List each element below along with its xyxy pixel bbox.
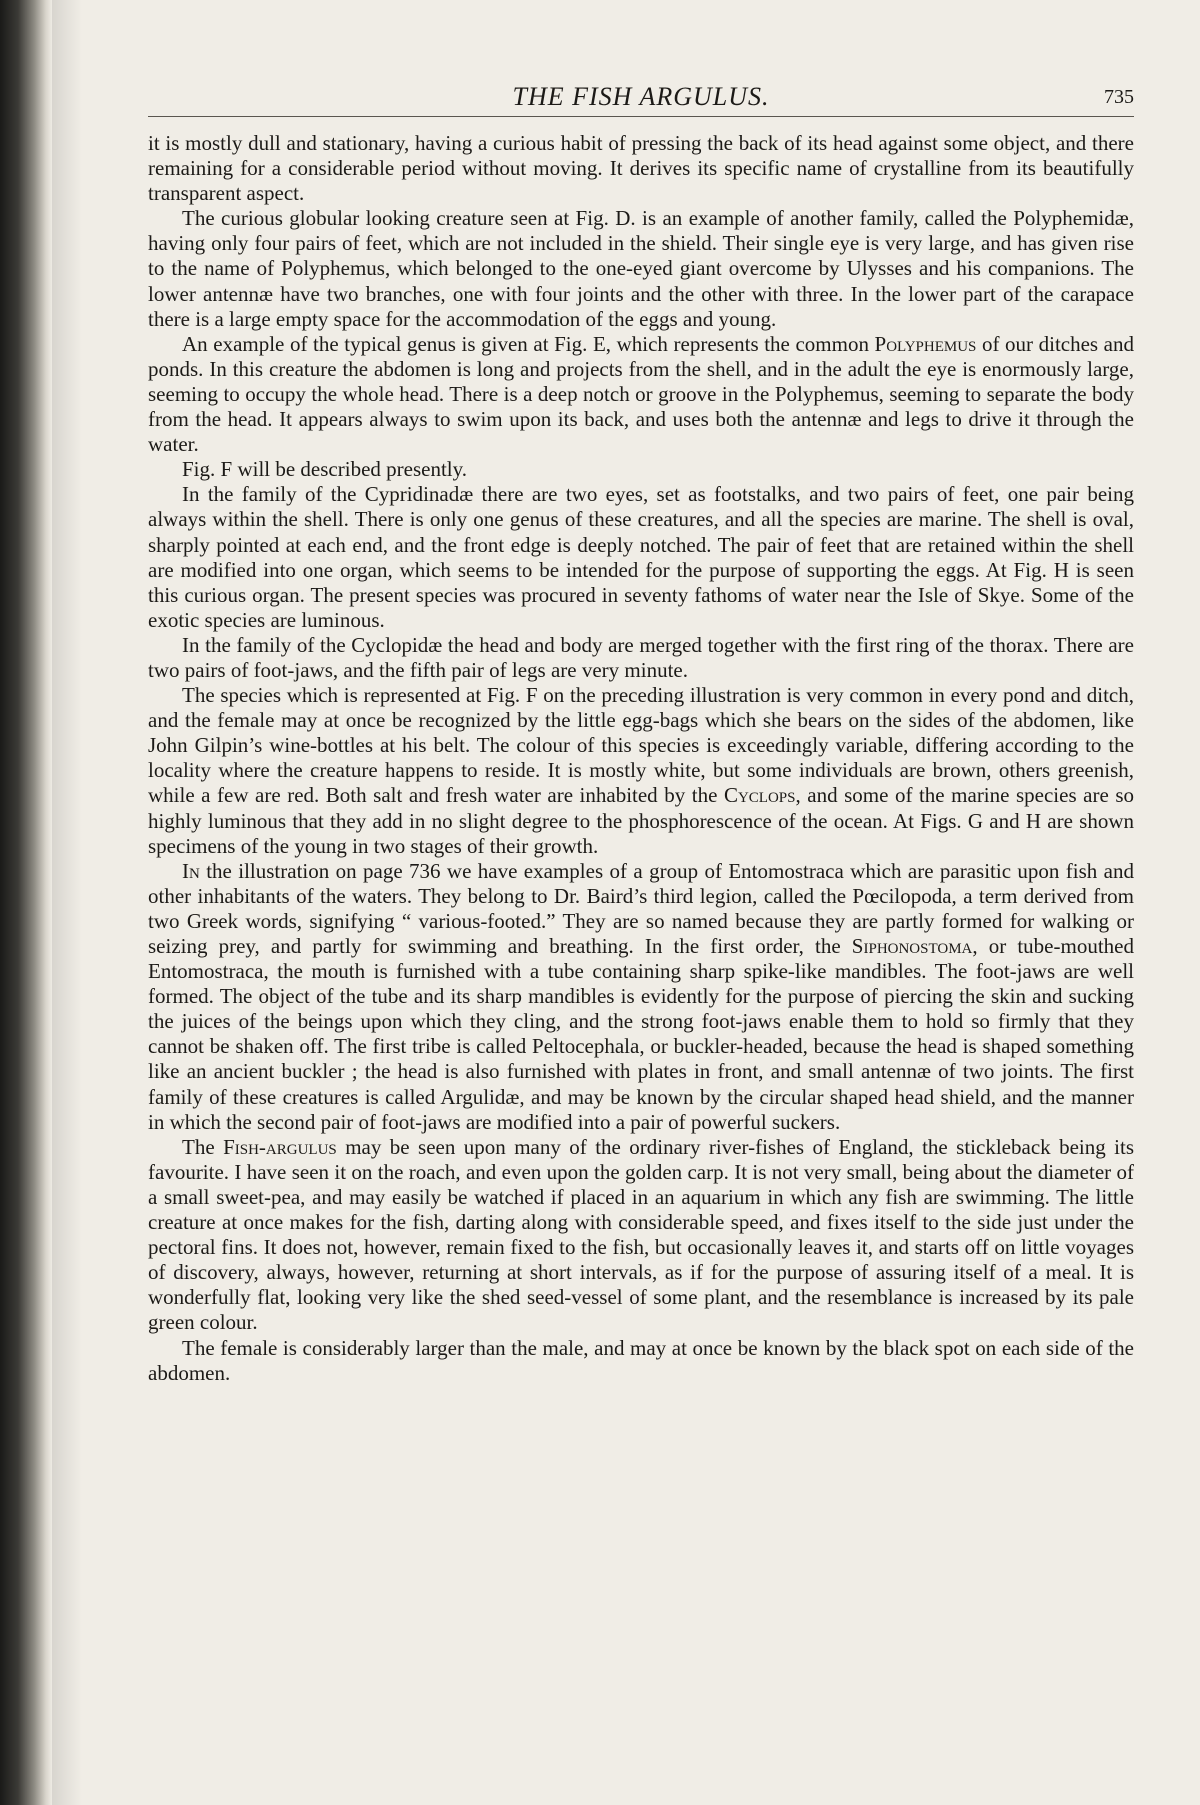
paragraph — [148, 131, 1134, 206]
text-segment: The female is considerably larger than the male, and may at once be known by the black spot on each side of the abdomen. — [148, 1335, 1134, 1385]
small-caps-term: Fish-argulus — [223, 1134, 337, 1159]
small-caps-term: Cyclops — [723, 783, 796, 808]
text-segment: In the family of the Cypridinadæ there are two eyes, set as footstalks, and two pairs of feet, one pair being always within the shell. There is only one genus of these creatures, and all the species are marine. The shell is oval, sharply pointed at each end, and the front edge is deeply notched. The pair of feet that are retained within the shell are modified into one organ, which seems to be intended for the purpose of supporting the eggs. At Fig. H is seen this curious organ. The present species was procured in seventy fathoms of water near the Isle of Skye. Some of the exotic species are luminous. — [148, 482, 1134, 632]
text-segment: , or tube-mouthed Entomostraca, the mouth is furnished with a tube containing sharp spike-like mandibles. The foot-jaws are well formed. The object of the tube and its sharp mandibles is evidently for the purpose of piercing the skin and sucking the juices of the beings upon which they cling, and the strong foot-jaws enable them to hold so firmly that they cannot be shaken off. The first tribe is called Peltocephala, or buckler-headed, because the head is shaped something like an ancient buckler ; the head is also furnished with plates in front, and small antennæ of two joints. The first family of these creatures is called Argulidæ, and may be known by the circular shaped head shield, and the manner in which the second pair of foot-jaws are modified into a pair of powerful suckers. — [148, 934, 1134, 1134]
text-segment: The — [182, 1134, 224, 1159]
paragraph — [148, 683, 1134, 859]
small-caps-term: In — [182, 858, 200, 883]
text-segment: Fig. F will be described presently. — [182, 457, 468, 482]
paragraph — [148, 457, 1134, 482]
text-segment: In the family of the Cyclopidæ the head and body are merged together with the first ring of the thorax. There are two pairs of foot-jaws, and the fifth pair of legs are very minute. — [148, 632, 1134, 682]
paragraph — [148, 206, 1134, 331]
text-segment: may be seen upon many of the ordinary river-fishes of England, the stickleback being its favourite. I have seen it on the roach, and even upon the golden carp. It is not very small, being about the diameter of a small sweet-pea, and may easily be watched if placed in an aquarium in which any fish are swimming. The little creature at once makes for the fish, darting along with considerable speed, and fixes itself to the side just under the pectoral fins. It does not, however, remain fixed to the fish, but occasionally leaves it, and starts off on little voyages of discovery, always, however, returning at short intervals, as if for the purpose of assuring itself of a meal. It is wonderfully flat, looking very like the shed seed-vessel of some plant, and the resemblance is increased by its pale green colour. — [148, 1134, 1134, 1335]
running-title: THE FISH ARGULUS. — [512, 82, 770, 111]
book-page — [148, 76, 1134, 1386]
text-segment: An example of the typical genus is given at Fig. E, which represents the common — [182, 331, 875, 356]
paragraph — [148, 1336, 1134, 1386]
paragraph — [148, 633, 1134, 683]
text-segment: The curious globular looking creature seen at Fig. D. is an example of another family, called the Polyphemidæ, having only four pairs of feet, which are not included in the shield. Their single eye is very large, and has given rise to the name of Polyphemus, which belonged to the one-eyed giant overcome by Ulysses and his companions. The lower antennæ have two branches, one with four joints and the other with three. In the lower part of the carapace there is a large empty space for the accommodation of the eggs and young. — [148, 206, 1134, 331]
small-caps-term: Siphonostoma — [851, 934, 973, 958]
page-number: 735 — [1104, 86, 1134, 108]
text-segment: , and some of the marine species are so highly luminous that they add in no slight degree to the phosphorescence of the ocean. At Figs. G and H are shown specimens of the young in two stages of their growth. — [148, 783, 1134, 858]
text-segment: of our ditches and ponds. In this creature the abdomen is long and projects from the shell, and in the adult the eye is enormously large, seeming to occupy the whole head. There is a deep notch or groove in the Polyphemus, seeming to separate the body from the head. It appears always to swim upon its back, and uses both the antennæ and legs to drive it through the water. — [148, 331, 1134, 457]
book-gutter-shadow — [0, 0, 52, 1805]
text-segment: The species which is represented at Fig. F on the preceding illustration is very common in every pond and ditch, and the female may at once be recognized by the little egg-bags which she bears on the sides of the abdomen, like John Gilpin’s wine-bottles at his belt. The colour of this species is exceedingly variable, differing according to the locality where the creature happens to reside. It is mostly white, but some individuals are brown, others greenish, while a few are red. Both salt and fresh water are inhabited by the — [148, 683, 1134, 808]
small-caps-term: Polyphemus — [874, 331, 977, 356]
paragraph — [148, 332, 1134, 457]
paragraph — [148, 482, 1134, 633]
paragraph — [148, 859, 1134, 1135]
page-header — [148, 76, 1134, 117]
text-segment: the illustration on page 736 we have examples of a group of Entomostraca which are parasitic upon fish and other inhabitants of the waters. They belong to Dr. Baird’s third legion, called the Pœcilopoda, a term derived from two Greek words, signifying “ various-footed.” They are so named because they are partly formed for walking or seizing prey, and partly for swimming and breathing. In the first order, the — [148, 858, 1134, 958]
body-text — [148, 131, 1134, 1386]
text-segment: it is mostly dull and stationary, having a curious habit of pressing the back of its head against some object, and there remaining for a considerable period without moving. It derives its specific name of crystalline from its beautifully transparent aspect. — [148, 131, 1134, 206]
paragraph — [148, 1135, 1134, 1336]
page-edge-shading — [52, 0, 82, 1805]
